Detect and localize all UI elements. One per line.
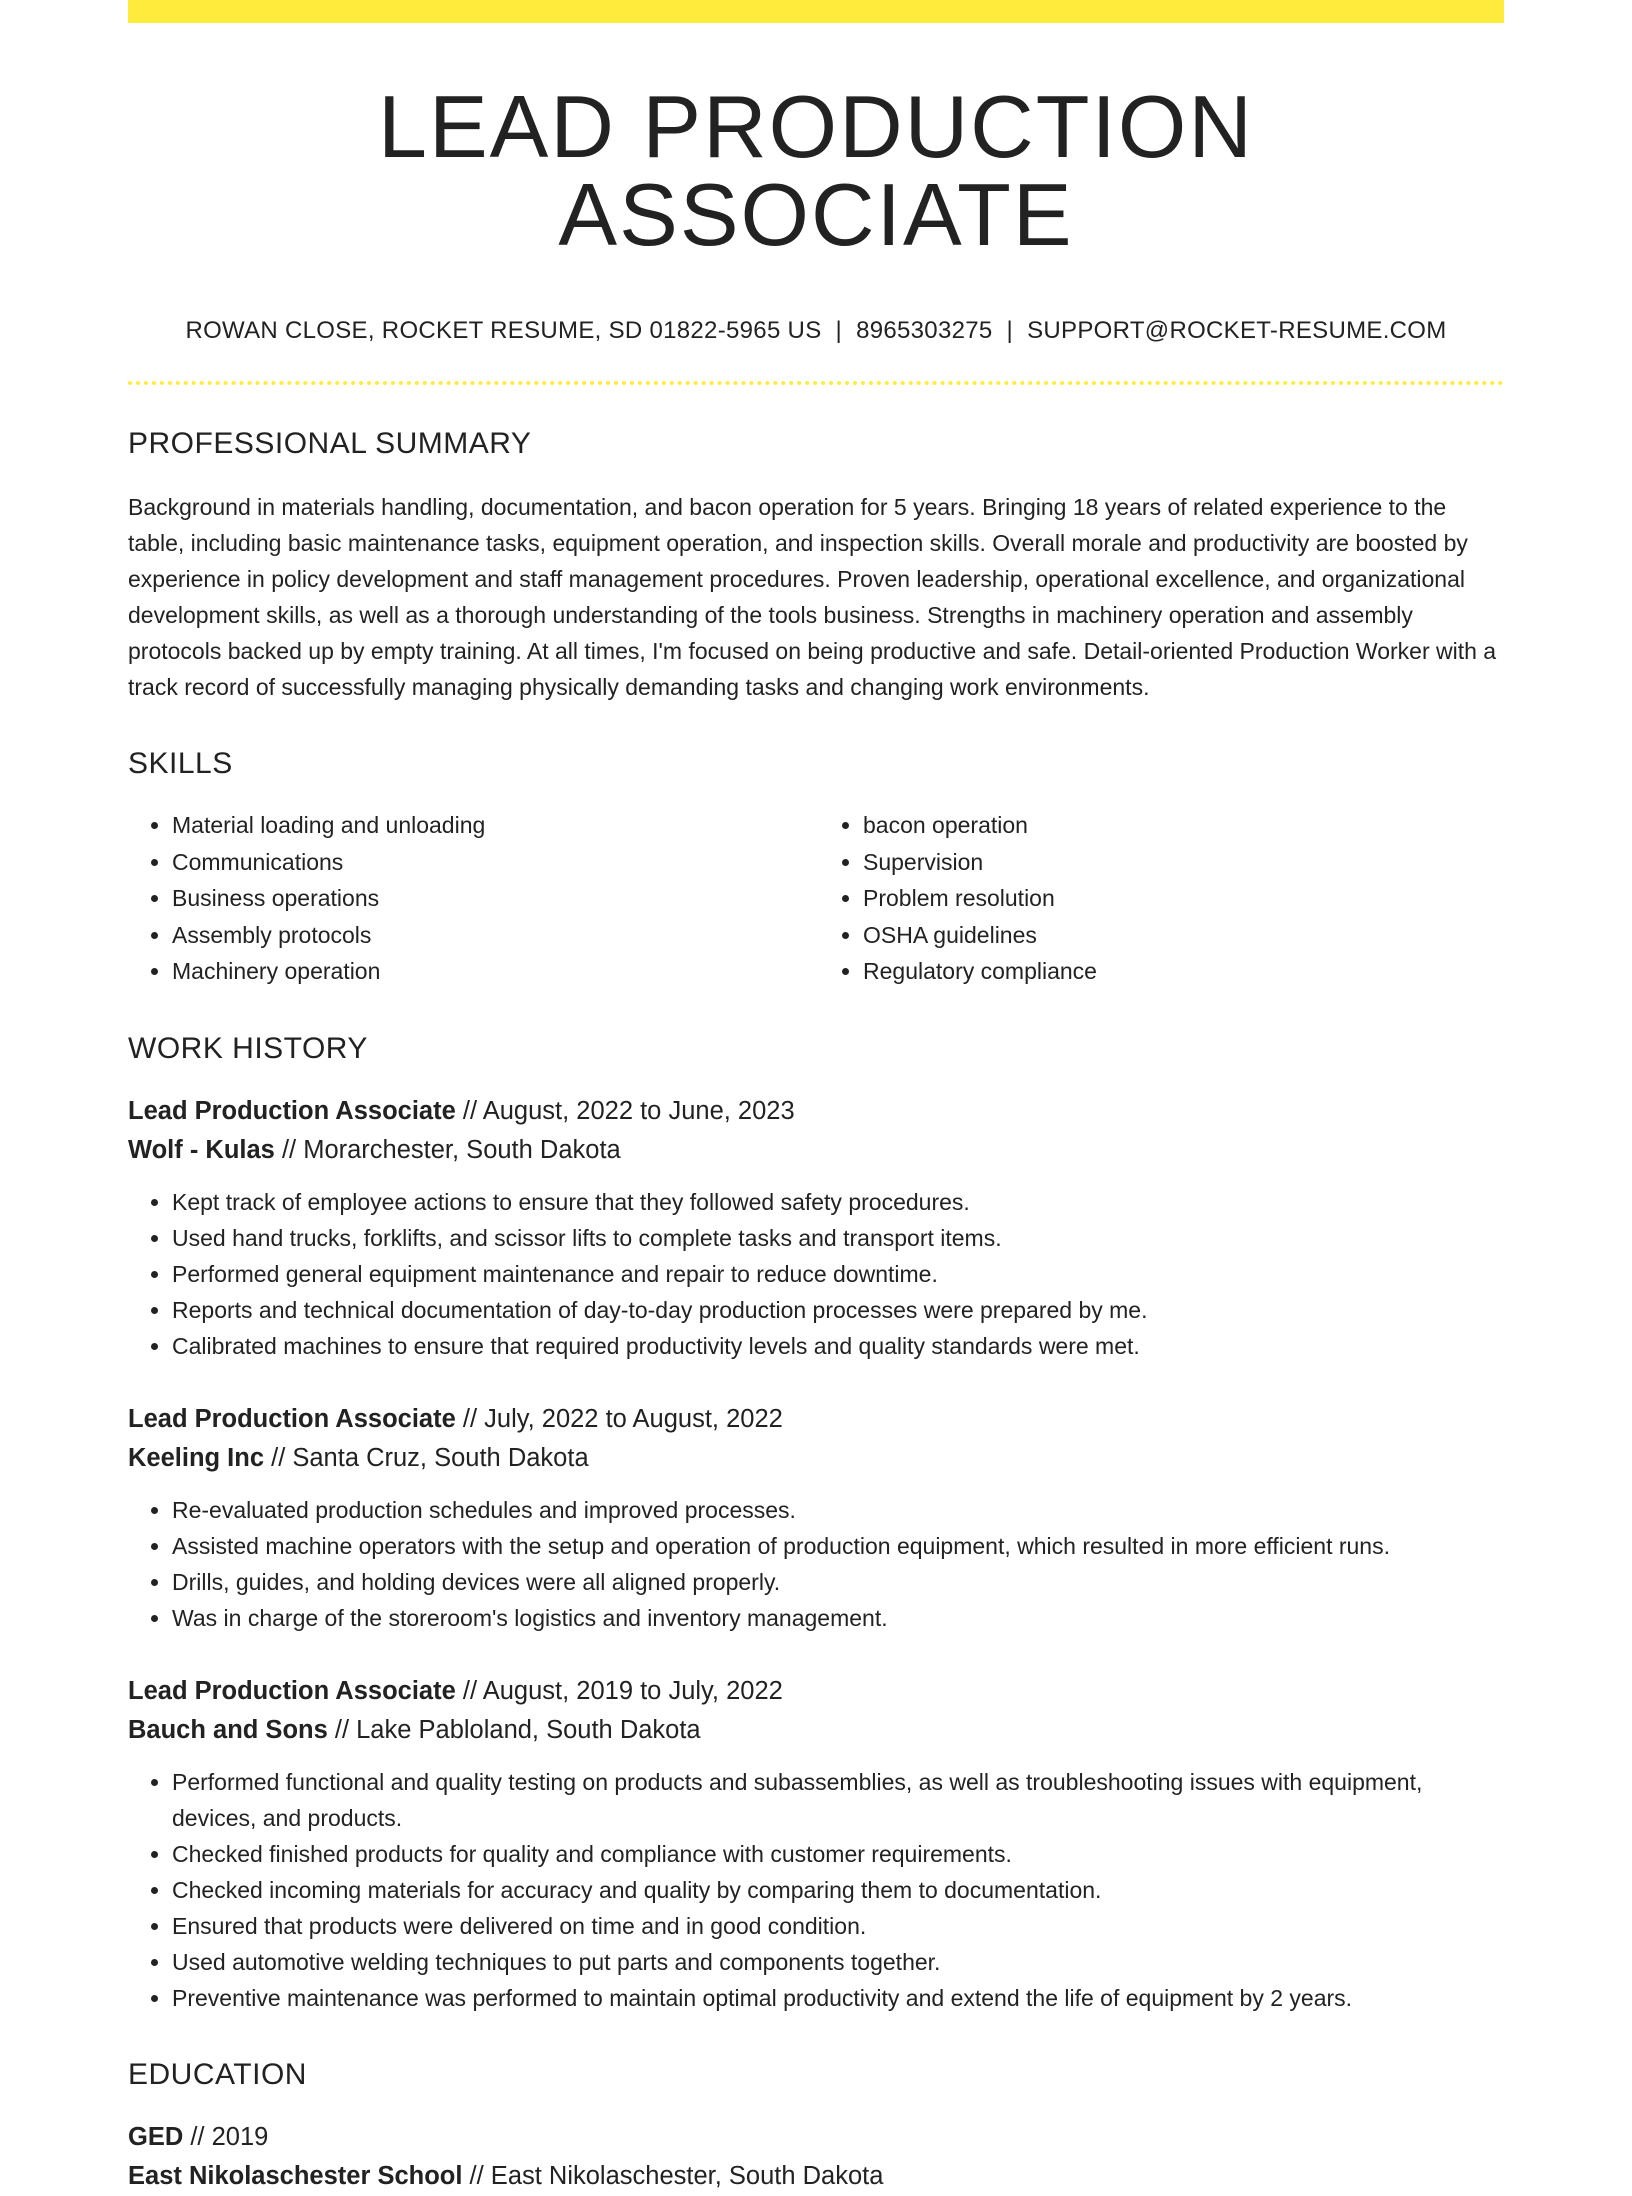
education-degree-line — [128, 2118, 1504, 2157]
job-bullets — [128, 1492, 1504, 1636]
dotted-divider — [128, 381, 1504, 385]
resume-page — [128, 0, 1504, 2196]
contact-phone: 8965303275 — [856, 317, 993, 344]
job-bullet: • Preventive maintenance was performed to maintain optimal productivity and extend the life of equipment by 2 years. — [172, 1980, 1504, 2016]
accent-bar — [128, 0, 1504, 23]
job-location: // Santa Cruz, South Dakota — [264, 1443, 589, 1472]
job-bullet: • Assisted machine operators with the setup and operation of production equipment, which resulted in more efficient runs. — [172, 1528, 1504, 1564]
education-school-line — [128, 2157, 1504, 2196]
job-title-line — [128, 1400, 1504, 1439]
job-bullet: • Performed general equipment maintenance and repair to reduce downtime. — [172, 1256, 1504, 1292]
job-company-line — [128, 1711, 1504, 1750]
education-degree: GED — [128, 2122, 184, 2151]
job-title-line — [128, 1092, 1504, 1131]
job-bullet: • Re-evaluated production schedules and improved processes. — [172, 1492, 1504, 1528]
job-bullet: • Ensured that products were delivered on time and in good condition. — [172, 1908, 1504, 1944]
job-company: Bauch and Sons — [128, 1715, 328, 1744]
contact-address: ROWAN CLOSE, ROCKET RESUME, SD 01822-5965 US — [185, 317, 822, 344]
job-entry — [128, 1092, 1504, 1364]
education-location: // East Nikolaschester, South Dakota — [462, 2161, 884, 2190]
contact-separator: | — [835, 317, 843, 344]
job-bullet: • Was in charge of the storeroom's logistics and inventory management. — [172, 1600, 1504, 1636]
skill-item: • Assembly protocols — [172, 917, 813, 954]
job-bullet: • Used automotive welding techniques to put parts and components together. — [172, 1944, 1504, 1980]
skills-heading: SKILLS — [128, 747, 233, 780]
summary-text: Background in materials handling, documentation, and bacon operation for 5 years. Bringing 18 years of related experience to the table, including basic maintenance tasks, equipment operation, and inspection skills. Overall morale and productivity are boosted by experience in policy development and staff management procedures. Proven leadership, operational excellence, and organizational development skills, as well as a thorough understanding of the tools business. Strengths in machinery operation and assembly protocols backed up by empty training. At all times, I'm focused on being productive and safe. Detail-oriented Production Worker with a track record of successfully managing physically demanding tasks and changing work environments. — [128, 494, 1497, 700]
job-dates: // August, 2022 to June, 2023 — [455, 1096, 795, 1125]
job-bullet: • Performed functional and quality testing on products and subassemblies, as well as troubleshooting issues with equipment, devices, and products. — [172, 1764, 1504, 1836]
contact-email[interactable]: SUPPORT@ROCKET-RESUME.COM — [1027, 317, 1447, 344]
job-bullet: • Drills, guides, and holding devices were all aligned properly. — [172, 1564, 1504, 1600]
job-bullet: • Checked finished products for quality and compliance with customer requirements. — [172, 1836, 1504, 1872]
job-company-line — [128, 1439, 1504, 1478]
education-entry — [128, 2118, 1504, 2196]
job-entry — [128, 1400, 1504, 1636]
job-title: Lead Production Associate — [128, 1096, 456, 1125]
resume-title: LEAD PRODUCTION ASSOCIATE — [378, 77, 1254, 264]
skill-item: • bacon operation — [863, 807, 1504, 844]
job-bullet: • Used hand trucks, forklifts, and scissor lifts to complete tasks and transport items. — [172, 1220, 1504, 1256]
skill-item: • OSHA guidelines — [863, 917, 1504, 954]
skill-item: • Machinery operation — [172, 953, 813, 990]
skills-list — [128, 807, 1504, 990]
skill-item: • Supervision — [863, 844, 1504, 881]
job-bullet: • Kept track of employee actions to ensure that they followed safety procedures. — [172, 1184, 1504, 1220]
job-bullet: • Checked incoming materials for accuracy and quality by comparing them to documentation. — [172, 1872, 1504, 1908]
job-location: // Morarchester, South Dakota — [274, 1135, 621, 1164]
job-dates: // August, 2019 to July, 2022 — [455, 1676, 783, 1705]
skill-item: • Problem resolution — [863, 880, 1504, 917]
skill-item: • Regulatory compliance — [863, 953, 1504, 990]
job-bullets — [128, 1764, 1504, 2016]
job-title-line — [128, 1672, 1504, 1711]
skill-item: • Business operations — [172, 880, 813, 917]
job-location: // Lake Pabloland, South Dakota — [327, 1715, 701, 1744]
contact-separator: | — [1006, 317, 1014, 344]
skill-item: • Communications — [172, 844, 813, 881]
job-dates: // July, 2022 to August, 2022 — [455, 1404, 783, 1433]
job-title: Lead Production Associate — [128, 1404, 456, 1433]
job-bullet: • Calibrated machines to ensure that required productivity levels and quality standards were met. — [172, 1328, 1504, 1364]
job-company: Keeling Inc — [128, 1443, 265, 1472]
summary-heading: PROFESSIONAL SUMMARY — [128, 427, 532, 460]
skill-item: • Material loading and unloading — [172, 807, 813, 844]
skills-column-right — [813, 807, 1504, 990]
job-title: Lead Production Associate — [128, 1676, 456, 1705]
education-heading: EDUCATION — [128, 2057, 307, 2091]
job-bullets — [128, 1184, 1504, 1364]
education-year: // 2019 — [183, 2122, 269, 2151]
job-company: Wolf - Kulas — [128, 1135, 275, 1164]
job-company-line — [128, 1131, 1504, 1170]
education-school: East Nikolaschester School — [128, 2161, 463, 2190]
skills-column-left — [128, 807, 813, 990]
job-bullet: • Reports and technical documentation of day-to-day production processes were prepared by me. — [172, 1292, 1504, 1328]
job-entry — [128, 1672, 1504, 2016]
work-history-heading: WORK HISTORY — [128, 1031, 368, 1065]
contact-line — [128, 317, 1504, 345]
